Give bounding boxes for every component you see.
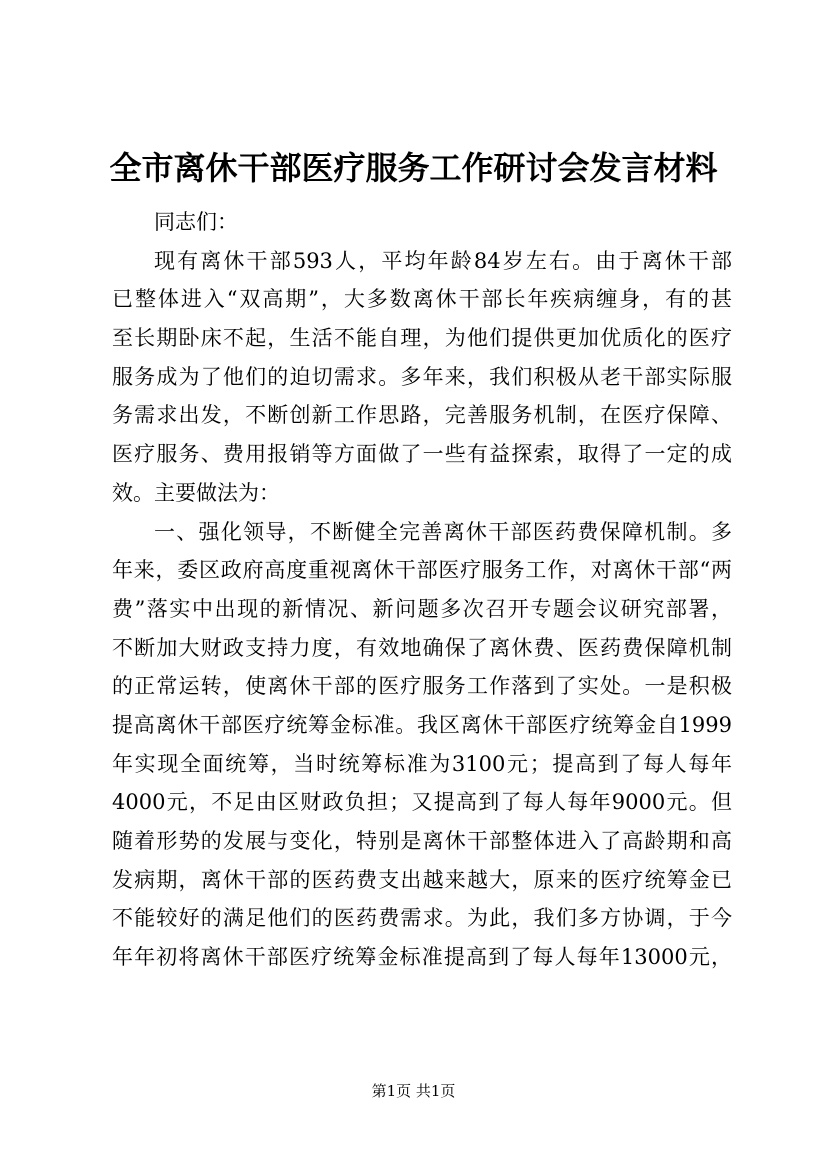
body-line: 随着形势的发展与变化，特别是离休干部整体进入了高龄期和高 — [112, 829, 732, 853]
body-line: 不能较好的满足他们的医药费需求。为此，我们多方协调，于今 — [112, 906, 732, 931]
body-line: 效。主要做法为： — [112, 480, 280, 505]
document-body — [112, 203, 732, 977]
body-line: 一、强化领导，不断健全完善离休干部医药费保障机制。多 — [154, 519, 732, 544]
body-line: 年来，委区政府高度重视离休干部医疗服务工作，对离休干部“两 — [112, 558, 732, 583]
body-line: 发病期，离休干部的医药费支出越来越大，原来的医疗统筹金已 — [112, 867, 732, 892]
body-line: 服务成为了他们的迫切需求。多年来，我们积极从老干部实际服 — [112, 364, 732, 389]
body-line: 务需求出发，不断创新工作思路，完善服务机制，在医疗保障、 — [112, 403, 732, 428]
body-line: 提高离休干部医疗统筹金标准。我区离休干部医疗统筹金自1999 — [112, 712, 732, 737]
body-line: 4000元，不足由区财政负担；又提高到了每人每年9000元。但 — [112, 790, 732, 815]
page-footer: 第1页 共1页 — [371, 1082, 456, 1100]
salutation-line: 同志们： — [154, 210, 238, 234]
body-line: 已整体进入“双高期”，大多数离休干部长年疾病缠身，有的甚 — [112, 287, 732, 312]
body-line: 至长期卧床不起，生活不能自理，为他们提供更加优质化的医疗 — [112, 326, 732, 351]
body-line: 费”落实中出现的新情况、新问题多次召开专题会议研究部署， — [112, 596, 732, 621]
body-line: 的正常运转，使离休干部的医疗服务工作落到了实处。一是积极 — [112, 674, 732, 699]
body-line: 不断加大财政支持力度，有效地确保了离休费、医药费保障机制 — [112, 635, 732, 660]
body-line: 年实现全面统筹，当时统筹标准为3100元；提高到了每人每年 — [112, 751, 732, 776]
body-line: 医疗服务、费用报销等方面做了一些有益探索，取得了一定的成 — [112, 442, 732, 467]
body-line: 现有离休干部593人，平均年龄84岁左右。由于离休干部 — [154, 248, 732, 273]
body-line: 年年初将离休干部医疗统筹金标准提高到了每人每年13000元， — [112, 945, 732, 970]
document-title: 全市离休干部医疗服务工作研讨会发言材料 — [109, 149, 718, 187]
